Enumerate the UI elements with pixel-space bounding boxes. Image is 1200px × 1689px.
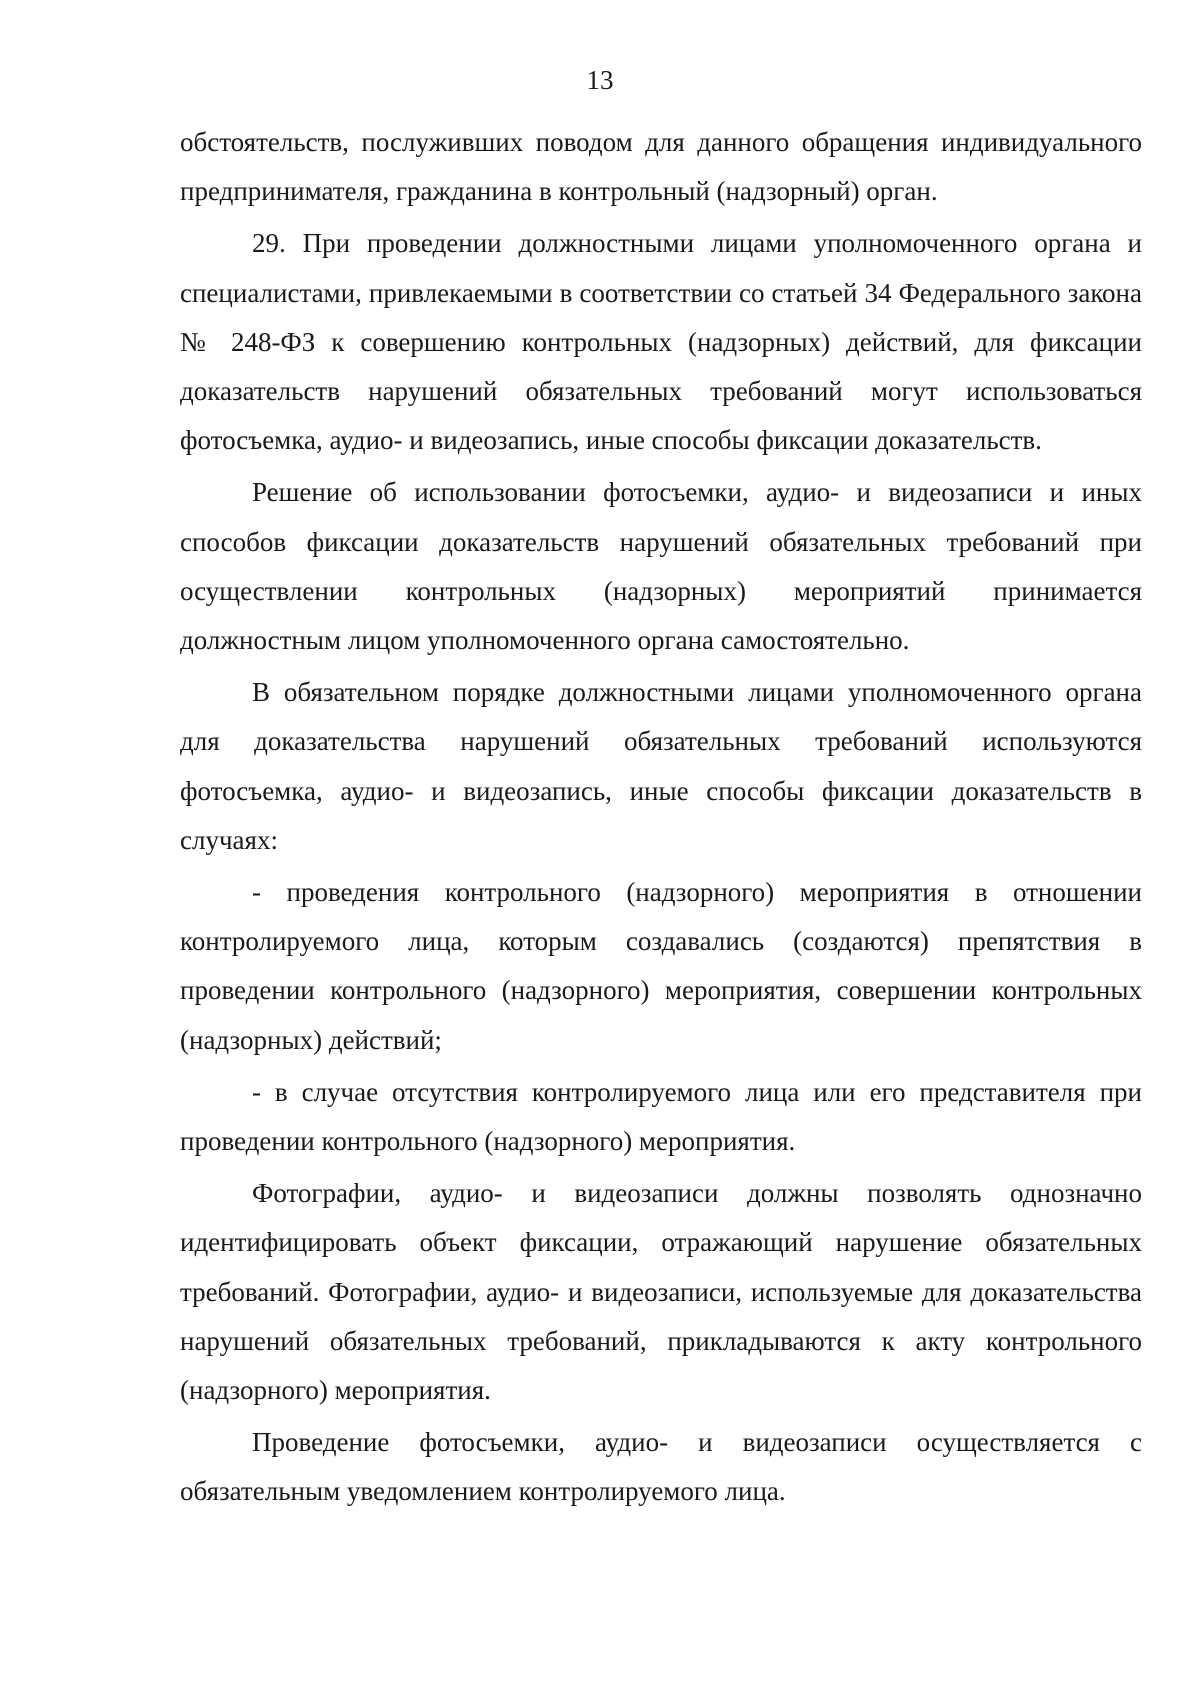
paragraph-continuation: обстоятельств, послуживших поводом для данного обращения индивидуального предпринимателя, гражданина в контрольный (надзорный) орган. xyxy=(180,127,1142,207)
paragraph-mandatory-cases: В обязательном порядке должностными лицами уполномоченного органа для доказательства нарушений обязательных требований используются фотосъемка, аудио- и видеозапись, иные способы фиксации доказательств в случаях: xyxy=(180,677,1142,855)
paragraph-case-obstruction: - проведения контрольного (надзорного) мероприятия в отношении контролируемого лица, которым создавались (создаются) препятствия в проведении контрольного (надзорного) мероприятия, совершении контрольных (надзорных) действий; xyxy=(180,877,1142,1055)
paragraph-notification: Проведение фотосъемки, аудио- и видеозаписи осуществляется с обязательным уведомлением контролируемого лица. xyxy=(180,1427,1142,1507)
paragraph-photos-requirements: Фотографии, аудио- и видеозаписи должны позволять однозначно идентифицировать объект фиксации, отражающий нарушение обязательных требований. Фотографии, аудио- и видеозаписи, используемые для доказательства нарушений обязательных требований, прикладываются к акту контрольного (надзорного) мероприятия. xyxy=(180,1178,1142,1406)
paragraph-case-absence: - в случае отсутствия контролируемого лица или его представителя при проведении контрольного (надзорного) мероприятия. xyxy=(180,1076,1142,1157)
paragraph-item-29: 29. При проведении должностными лицами уполномоченного органа и специалистами, привлекаемыми в соответствии со статьей 34 Федерального закона № 248-ФЗ к совершению контрольных (надзорных) действий, для фиксации доказательств нарушений обязательных требований могут использоваться фотосъемка, аудио- и видеозапись, иные способы фиксации доказательств. xyxy=(180,228,1142,456)
page-number: 13 xyxy=(586,65,614,95)
document-body xyxy=(180,118,1142,1520)
paragraph-decision: Решение об использовании фотосъемки, аудио- и видеозаписи и иных способов фиксации доказательств нарушений обязательных требований при осуществлении контрольных (надзорных) мероприятий принимается должностным лицом уполномоченного органа самостоятельно. xyxy=(180,477,1142,656)
